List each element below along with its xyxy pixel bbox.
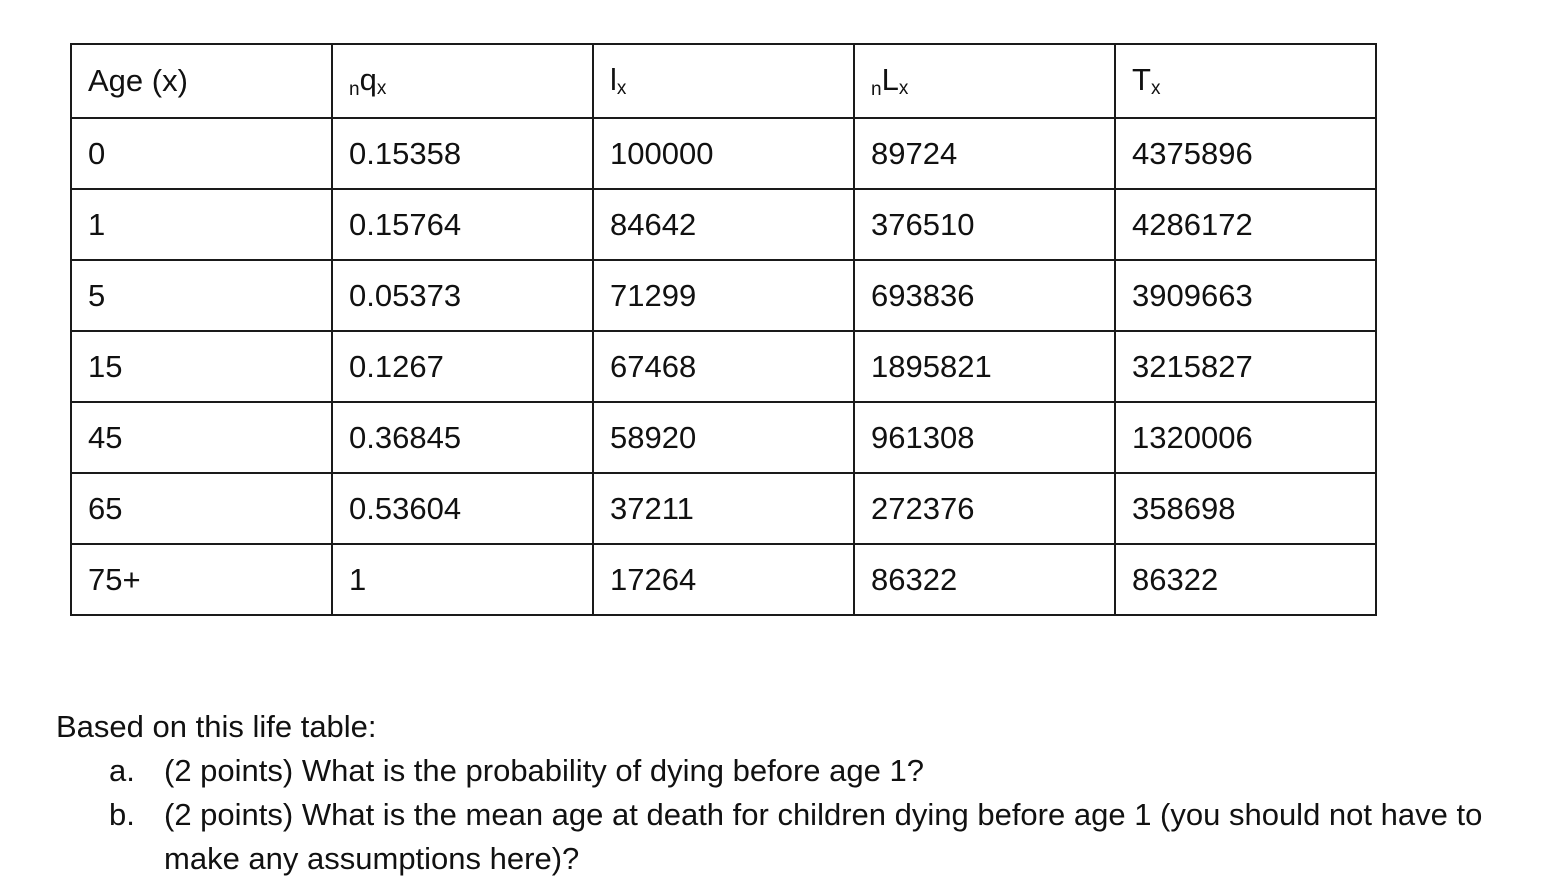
cell-nLx: 89724 [854,118,1115,189]
header-nLx-prefix: n [871,78,882,100]
cell-nqx: 0.1267 [332,331,593,402]
header-lx-symbol: l [610,62,617,97]
cell-nqx: 0.05373 [332,260,593,331]
header-nLx-subscript: x [898,77,909,99]
life-table [70,43,1377,616]
question-text: (2 points) What is the mean age at death for children dying before age 1 (you should not have to make any assumptions here)? [164,797,1483,876]
header-nqx-prefix: n [349,78,360,100]
question-text: (2 points) What is the probability of dying before age 1? [164,753,924,788]
header-lx [593,44,854,118]
table-row [71,544,1376,615]
cell-nqx: 0.53604 [332,473,593,544]
header-lx-subscript: x [616,78,627,99]
cell-age: 65 [71,473,332,544]
cell-Tx: 4375896 [1115,118,1376,189]
cell-nLx: 961308 [854,402,1115,473]
cell-lx: 58920 [593,402,854,473]
question-item-a [56,749,1496,793]
cell-nqx: 0.15358 [332,118,593,189]
cell-Tx: 1320006 [1115,402,1376,473]
header-nqx [332,44,593,118]
cell-nLx: 86322 [854,544,1115,615]
header-age: Age (x) [71,44,332,118]
cell-lx: 67468 [593,331,854,402]
question-block [56,705,1496,881]
table-row [71,402,1376,473]
cell-age: 5 [71,260,332,331]
question-marker: b. [109,797,135,832]
table-row [71,331,1376,402]
header-nqx-symbol: q [359,61,377,97]
cell-nLx: 376510 [854,189,1115,260]
cell-nqx: 1 [332,544,593,615]
cell-lx: 100000 [593,118,854,189]
cell-lx: 71299 [593,260,854,331]
cell-Tx: 3909663 [1115,260,1376,331]
cell-lx: 37211 [593,473,854,544]
header-row [71,44,1376,118]
header-nLx-symbol: L [881,61,899,97]
header-Tx [1115,44,1376,118]
cell-age: 0 [71,118,332,189]
header-Tx-symbol: T [1132,62,1151,97]
cell-nLx: 272376 [854,473,1115,544]
cell-age: 45 [71,402,332,473]
header-nqx-subscript: x [376,77,387,99]
table-row [71,118,1376,189]
cell-Tx: 86322 [1115,544,1376,615]
cell-nLx: 693836 [854,260,1115,331]
question-intro: Based on this life table: [56,709,377,744]
table-row [71,260,1376,331]
cell-age: 75+ [71,544,332,615]
cell-nqx: 0.36845 [332,402,593,473]
header-Tx-subscript: x [1150,78,1161,99]
cell-Tx: 4286172 [1115,189,1376,260]
cell-nLx: 1895821 [854,331,1115,402]
cell-age: 1 [71,189,332,260]
table-row [71,189,1376,260]
header-nLx [854,44,1115,118]
question-marker: a. [109,753,135,788]
cell-Tx: 358698 [1115,473,1376,544]
cell-Tx: 3215827 [1115,331,1376,402]
cell-age: 15 [71,331,332,402]
cell-nqx: 0.15764 [332,189,593,260]
table-row [71,473,1376,544]
cell-lx: 84642 [593,189,854,260]
question-item-b [56,793,1496,881]
cell-lx: 17264 [593,544,854,615]
